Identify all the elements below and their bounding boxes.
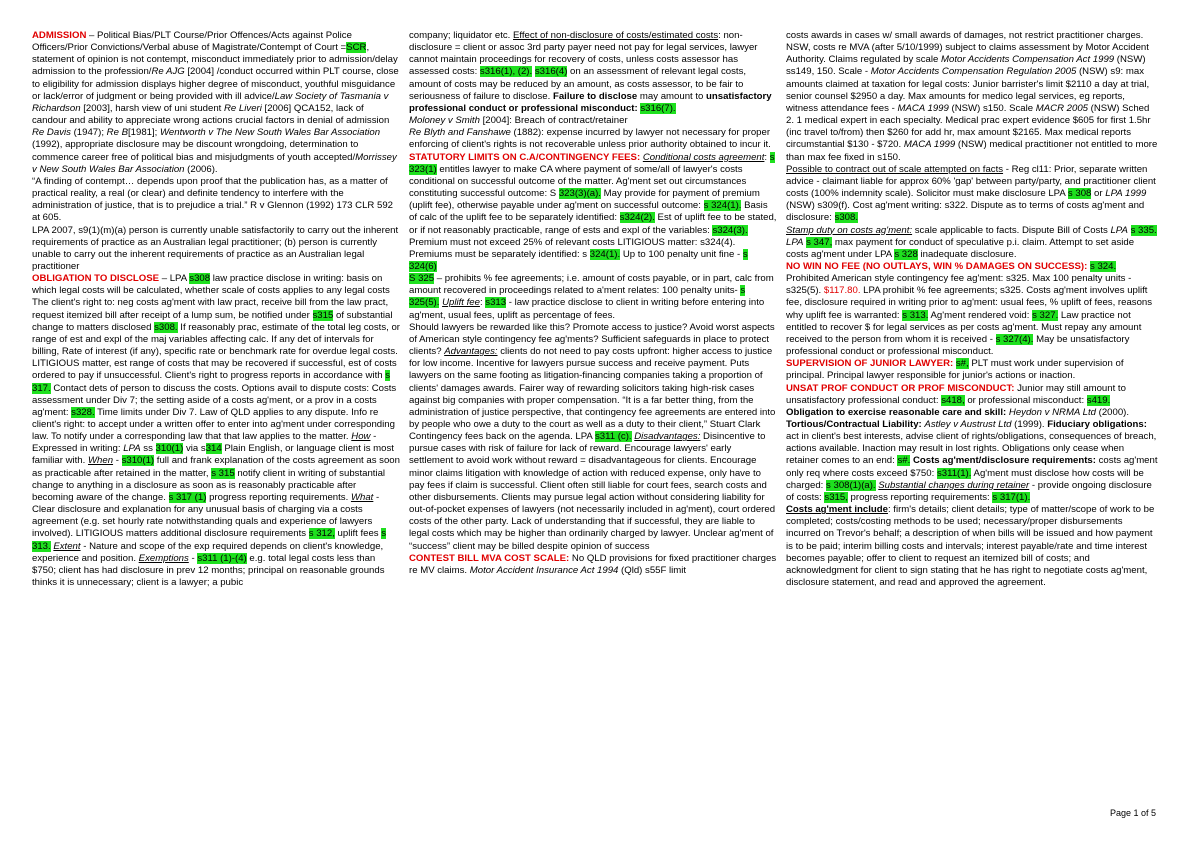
paragraph-obligation-to-disclose: OBLIGATION TO DISCLOSE – LPA s308 law practice disclose in writing: basis on which legal costs will be calculated, whether scale of costs applies to any legal costs The client's right to: neg costs ag'ment with law pract, receive bill from the law pract, request itemized bill after receipt of a lump sum, be notified under s315 of substantial change to matters disclosed s308. If reasonably prac, estimate of the total leg costs, or range of est and expl of the maj variables affecting calc. If any det of intervals for billing, Rate of interest (if any), specific rate or benchmark rate for overdue legal costs. LITIGIOUS matter, est range of costs that may be recovered if successful, est of costs ordered to pay if unsuccessful. Client's right to progress reports in accordance with s 317. Contact dets of person to discuss the costs. Options avail to dispute costs: Costs assessment under Div 7; the setting aside of a costs ag'ment, or a prov in a costs ag'ment: s328. Time limits under Div 7. Law of QLD applies to any dispute. Info re client's right: to accept under a written offer to enter into ag'ment under corresponding law. To notify under a corresponding law that that law applies to the matter. How - Expressed in writing: LPA ss 310(1) via s314 Plain English, or language client is most familiar with. When - s310(1) full and frank explanation of the costs agreement as soon as practicable after retained in the matter, s 315 notify client in writing of substantial change to anything in a disclosure as soon as is reasonably practicable after becoming aware of the change. s 317 (1) progress reporting requirements. What - Clear disclosure and explanation for any unusual basis of charging via a costs agreement (e.g. set hourly rate notwithstanding quals and experience of lawyers involved). LITIGIOUS matters additional disclosure requirements s 312, uplift fees s 313. Extent - Nature and scope of the exp required depends on client's knowledge, experience and position. Exemptions - s311 (1)-(4) e.g. total legal costs less than $750; client has had disclosure in prev 12 months; principal on reasonable grounds thinks it is unnecessary; client is a lawyer; a pubic [32,273,400,589]
paragraph-contingency-debate: Should lawyers be rewarded like this? Promote access to justice? Avoid worst aspects of American style contingency fee ag'ments? Sufficient safeguards in place to protect clients? Advantages: clients do not need to pay costs upfront: higher access to justice for low income. Incentive for lawyers pursue success and receive payment. Puts lawyers on the same footing as litigation-financing companies taking a proportion of clients' damages awards. Fairer way of rewarding solicitors taking high-risk cases against big companies with proper compensation. “It is a far better thing, from the administration of justice perspective, that contingency fee agreements are entered into by people who owe a duty to the court as well as a duty to their client,” Stuart Clark Contingency fees back on the agenda. LPA s311 (c). Disadvantages: Disincentive to pursue cases with risk of failure for lack of reward. Encourage lawyers' early settlement to avoid work without reward = disadvantageous for clients. Encourage minor claims litigation with knowledge of action with reduced expense, only have to pay fees if claim is successful. Client often still liable for court fees, search costs and other disbursements. Clients may pursue legal action without considering liability for out-of-pocket expenses of lawyers (not necessarily included in ag'ment), court ordered costs of the other party. Lack of understanding that if successful, they are liable to legal costs which may be higher than ordinarily charged by lawyer. Unclear ag'ment of “success” client may be billed despite opinion of success [409,321,776,552]
paragraph-contract-out: Possible to contract out of scale attempted on facts - Reg cl11: Prior, separate written advice - claimant liable for approx 60% 'gap' between party/party, and practitioner client costs (100% indemnity scale). Solicitor must make disclosure LPA s 308 or LPA 1999 (NSW) s309(f). Cost ag'ment writing: s322. Dispute as to terms of costs ag'ment and disclosure: s308. [786,163,1156,224]
paragraph-unsat-prof-conduct: UNSAT PROF CONDUCT OR PROF MISCONDUCT: Junior may still amount to unsatisfactory professional conduct: s418, or professional misconduct: s419. Obligation to exercise reasonable care and skill: Heydon v NRMA Ltd (2000). Tortious/Contractual Liability: Astley v Austrust Ltd (1999). Fiduciary obligations: act in client's best interests, advise client of rights/obligations, consequences of breach, actions available. Inaction may result in lost rights. Obligations only cease when retainer comes to an end: s#. Costs ag'ment/disclosure requirements: costs ag'ment only req where costs exceed $750: s311(1). Ag'ment must disclose how costs will be charged: s 308(1)(a). Substantial changes during retainer - provide ongoing disclosure of costs: s315, progress reporting requirements: s 317(1). [786,382,1158,503]
paragraph-s325: S 325 – prohibits % fee agreements; i.e. amount of costs payable, or in part, calc from amount recovered in proceedings related to a'ment relates: 100 penalty units- s 325(5). Uplift fee: s313 - law practice disclose to client in writing before entering into ag'ment, usual fees, uplift as percentage of fees. [409,273,774,321]
paragraph-admission: ADMISSION – Political Bias/PLT Course/Prior Offences/Acts against Police Officers/Prior Convictions/Verbal abuse of Magistrate/Contempt of Court =SCR, statement of opinion is not contempt, misconduct immediately prior to admission/delay admission to the profession/Re AJG [2004] /conduct occurred within PLT course, close to eligibility for admission displays higher degree of misconduct, youthful misguidance or lack/error of judgment or being provided with ill advice/Law Society of Tasmania v Richardson [2003], harsh view of uni student Re Liveri [2006] QCA152, lack of candour and ability to appreciate wrong actions crucial factors in denial of admission Re Davis (1947); Re B[1981]; Wentworth v The New South Wales Bar Association (1992), appropriate disclosure may be discount wrongdoing, determination to commence career free of political bias and misjudgments of youth accepted/Morrissey v New South Wales Bar Association (2006). [32,30,399,175]
heading-obligation-to-disclose: OBLIGATION TO DISCLOSE [32,273,160,285]
paragraph-contempt-quote: “A finding of contempt… depends upon proof that the publication has, as a matter of practical reality, a real (or clear) and definite tendency to interfere with the administration of justice, that is to prejudice a trial.” R v Glennon (1992) 173 CLR 592 at 605. [32,175,394,224]
paragraph-lpa-s9: LPA 2007, s9(1)(m)(a) person is currently unable satisfactorily to carry out the inherent requirements of practice as an Australian legal practitioner; (b) person is currently unable to carry out the inherent requirements of practice as an Australian legal practitioner [32,224,399,272]
paragraph-mva-scale: costs awards in cases w/ small awards of damages, not restrict practitioner charges. NSW, costs re MVA (after 5/10/1999) subject to claims assessment by Motor Accident Authority. Claims regulated by scale Motor Accidents Compensation Act 1999 (NSW) ss149, 150. Scale - Motor Accidents Compensation Regulation 2005 (NSW) s9: max amounts claimed at taxation for legal costs: Junior barrister's limit $2110 a day at trial, senior counsel $2950 a day. Max amounts for medico legal services, eg reports, witness attendance fees - MACA 1999 (NSW) s150. Scale MACR 2005 (NSW) Sched 2. 1 medical expert in each specialty. Medical prac expert evidence $605 for first 1.5hr (inc travel to/from) then $260 for add hr, max amount $2165. Max medical reports circumstantial $130 - $720. MACA 1999 (NSW) medical practitioner not entitled to more than max fee fixed in s150. [786,30,1158,163]
paragraph-blyth: Re Blyth and Fanshawe (1882): expense incurred by lawyer not necessary for proper enforcing of client's rights is not recoverable unless prior authority obtained to incur it. [409,127,771,151]
highlight: SCR [346,42,367,54]
heading-no-win-no-fee: NO WIN NO FEE (NO OUTLAYS, WIN % DAMAGES ON SUCCESS): [786,260,1088,272]
paragraph-statutory-limits: STATUTORY LIMITS ON C.A/CONTINGENCY FEES: Conditional costs agreement: s 323(1) entitles lawyer to make CA where payment of some/all of lawyer's costs conditional on successful outcome of the matter. Ag'ment set out circumstances constituting successful outcome: S 323(3)(a). May provide for payment of premium (uplift fee), otherwise payable under ag'ment on successful outcome: s 324(1). Basis of calc of the uplift fee to be separately identified: s324(2). Est of uplift fee to be stated, or if not reasonably practicable, range of ests and expl of the variables: s324(3). Premium must not exceed 25% of relevant costs LITIGIOUS matter: s324(4). Premiums must be separately identified: s 324(1). Up to 100 penalty unit fine - s 324(6) [409,151,777,272]
heading-unsat-prof-conduct: UNSAT PROF CONDUCT OR PROF MISCONDUCT: [786,382,1015,394]
column-3 [786,30,1158,589]
paragraph-contest-bill: CONTEST BILL MVA COST SCALE: No QLD provisions for fixed practitioner charges re MV claims. Motor Accident Insurance Act 1994 (Qld) s55F limit [409,552,777,576]
column-2 [409,30,777,577]
page-number: Page 1 of 5 [1109,808,1156,818]
heading-admission: ADMISSION [32,30,87,41]
paragraph-supervision: SUPERVISION OF JUNIOR LAWYER: s#, PLT must work under supervision of principal. Principal lawyer responsible for junior's actions or inaction. [786,358,1124,382]
paragraph-moloney: Moloney v Smith [2004]: Breach of contract/retainer [409,115,628,127]
column-1 [32,30,400,589]
heading-statutory-limits: STATUTORY LIMITS ON C.A/CONTINGENCY FEES: [409,151,641,163]
heading-contest-bill: CONTEST BILL MVA COST SCALE: [409,552,570,564]
paragraph-costs-agreement-include: Costs ag'ment include: firm's details; client details; type of matter/scope of work to be completed; costs/costing methods to be used; necessary/proper disbursements incurred on Trevor's behalf; a description of when bills will be issued and how payment is to be paid; interim billing costs and intervals; interest payable/rate and time interest becomes payable; offer to client to request an itemized bill of costs; and acknowledgment for client to sign stating that he has right to negotiate costs ag'ment, disclosure statement, and read and approved the agreement. [786,504,1155,589]
heading-supervision: SUPERVISION OF JUNIOR LAWYER: [786,358,954,370]
paragraph-stamp-duty: Stamp duty on costs ag'ment: scale applicable to facts. Dispute Bill of Costs LPA s 335. LPA s 347, max payment for conduct of speculative p.i. claim. Attempt to set aside costs ag'ment under LPA s 328 inadequate disclosure. [786,224,1157,260]
paragraph-effect-of-non-disclosure: company; liquidator etc. Effect of non-disclosure of costs/estimated costs: non-disclosure = client or assoc 3rd party payer need not pay for legal services, lawyer cannot maintain proceedings for recovery of costs, unless costs assessor has assessed costs: s316(1), (2). s316(4) on an assessment of relevant legal costs, amount of costs may be reduced by an amount, as costs assessor, to be fair to seriousness of failure to disclose. Failure to disclose may amount to unsatisfactory professional conduct or professional misconduct: s316(7). [409,30,772,114]
paragraph-no-win-no-fee: NO WIN NO FEE (NO OUTLAYS, WIN % DAMAGES ON SUCCESS): s 324. Prohibited American style contingency fee ag'ment: s325. Max 100 penalty units - s325(5). $117.80. LPA prohibit % fee agreements; s325. Costs ag'ment involves uplift fee, disclosure required in writing prior to ag'ment: usual fees, % uplift of fees, reasons why uplift fee is warranted: s 313. Ag'ment rendered void: s 327. Law practice not entitled to recover $ for legal services as per costs ag'ment. Must repay any amount received to the person from whom it is received - s 327(4). May be unsatisfactory professional conduct or professional misconduct. [786,260,1153,358]
